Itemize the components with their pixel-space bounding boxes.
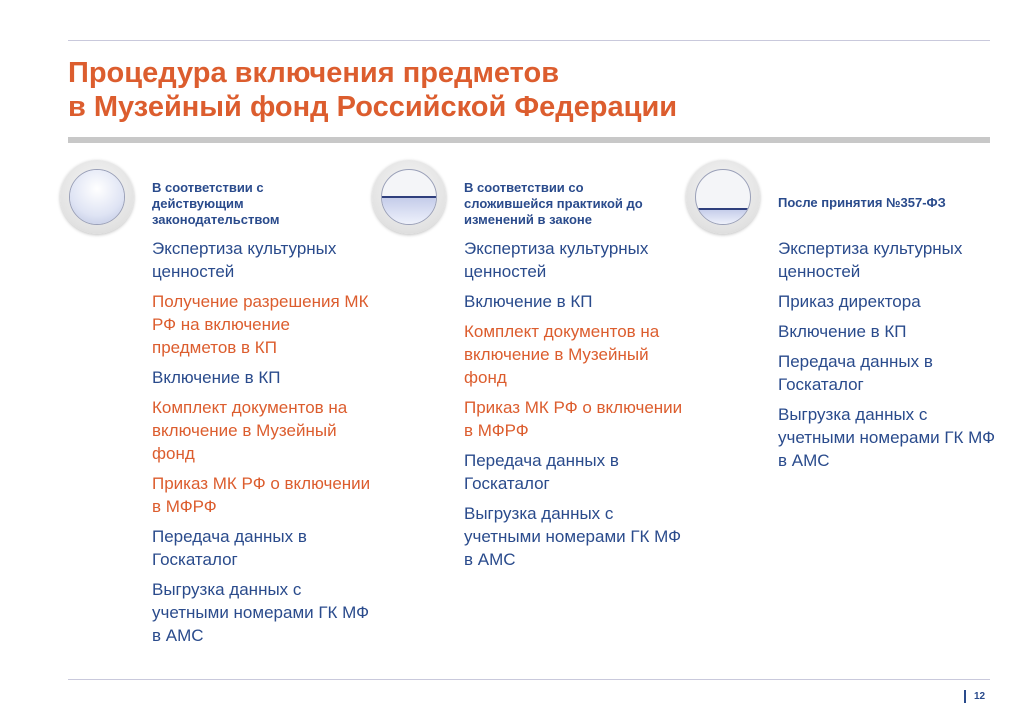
- procedure-step: Приказ МК РФ о включении в МФРФ: [152, 474, 371, 516]
- procedure-step: Передача данных в Госкаталог: [152, 527, 307, 569]
- half-circle-icon: [372, 160, 446, 234]
- procedure-step: Получение разрешения МК РФ на включение предметов в КП: [152, 292, 369, 357]
- quarter-circle-icon: [686, 160, 760, 234]
- top-divider: [68, 40, 990, 41]
- procedure-step: Выгрузка данных с учетными номерами ГК МФ в АМС: [778, 405, 996, 470]
- procedure-step: Включение в КП: [152, 368, 281, 387]
- column-header: В соответствии с действующим законодательством: [152, 180, 280, 227]
- procedure-list: [778, 237, 998, 479]
- page-title: [68, 56, 677, 124]
- procedure-list: [152, 237, 372, 654]
- procedure-step: Выгрузка данных с учетными номерами ГК МФ в АМС: [464, 504, 682, 569]
- procedure-step: Комплект документов на включение в Музейный фонд: [152, 398, 348, 463]
- procedure-step: Включение в КП: [778, 322, 907, 341]
- procedure-step: Экспертиза культурных ценностей: [778, 239, 963, 281]
- title-underline: [68, 137, 990, 143]
- page-number-value: 12: [974, 691, 986, 703]
- procedure-step: Приказ МК РФ о включении в МФРФ: [464, 398, 683, 440]
- procedure-step: Приказ директора: [778, 292, 921, 311]
- procedure-step: Экспертиза культурных ценностей: [152, 239, 337, 281]
- title-line-2: в Музейный фонд Российской Федерации: [68, 91, 678, 123]
- procedure-step: Передача данных в Госкаталог: [464, 451, 619, 493]
- page-number: [964, 690, 985, 703]
- procedure-step: Экспертиза культурных ценностей: [464, 239, 649, 281]
- bottom-divider: [68, 679, 990, 680]
- title-line-1: Процедура включения предметов: [68, 57, 560, 89]
- procedure-step: Комплект документов на включение в Музейный фонд: [464, 322, 660, 387]
- page-number-bar: [964, 690, 966, 703]
- procedure-step: Передача данных в Госкаталог: [778, 352, 933, 394]
- procedure-step: Включение в КП: [464, 292, 593, 311]
- full-circle-icon: [60, 160, 134, 234]
- procedure-step: Выгрузка данных с учетными номерами ГК МФ в АМС: [152, 580, 370, 645]
- column-header: После принятия №357-ФЗ: [778, 195, 946, 210]
- procedure-list: [464, 237, 684, 578]
- column-header: В соответствии со сложившейся практикой до изменений в законе: [464, 180, 643, 227]
